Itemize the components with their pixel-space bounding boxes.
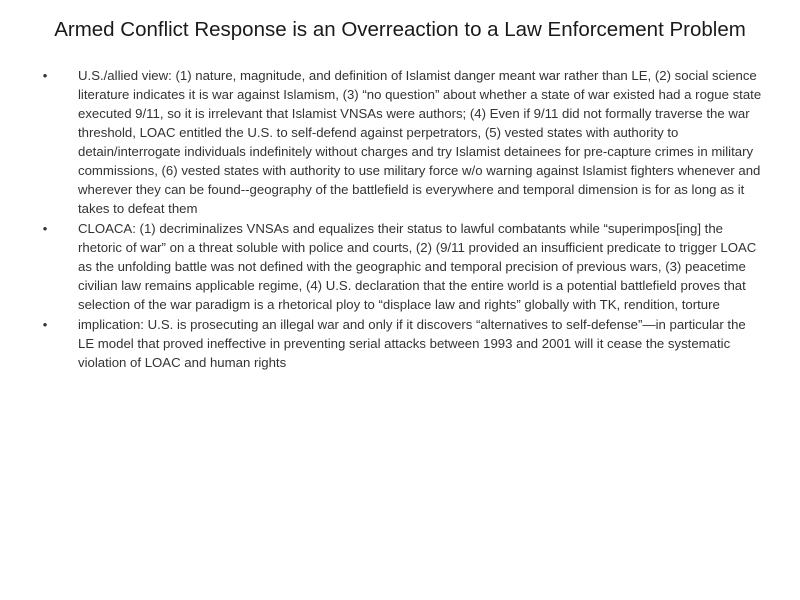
bullet-marker: •: [42, 221, 48, 236]
bullet-item-us-allied-view: [38, 66, 764, 218]
bullet-text: U.S./allied view: (1) nature, magnitude, and definition of Islamist danger meant war rather than LE, (2) social science literature indicates it is war against Islamism, (3) “no question” about whether a state of war existed had a rogue state executed 9/11, so it is irrelevant that Islamist VNSAs were authors; (4) Even if 9/11 did not formally traverse the war threshold, LOAC entitled the U.S. to self-defend against perpetrators, (5) vested states with authority to detain/interrogate individuals indefinitely without charges and try Islamist detainees for pre-capture crimes in military commissions, (6) vested states with authority to use military force w/o warning against Islamist fighters whenever and wherever they can be found--geography of the battlefield is everywhere and temporal dimension is for as long as it takes to defeat them: [78, 68, 762, 216]
bullet-item-cloaca: [38, 219, 764, 314]
bullet-text: CLOACA: (1) decriminalizes VNSAs and equalizes their status to lawful combatants while “superimpos[ing] the rhetoric of war” on a threat soluble with police and courts, (2) (9/11 provided an insufficient predicate to trigger LOAC as the unfolding battle was not defined with the geographic and temporal precision of previous wars, (3) peacetime civilian law remains applicable regime, (4) U.S. declaration that the entire world is a potential battlefield proves that selection of the war paradigm is a rhetorical ploy to “displace law and rights” globally with TK, rendition, torture: [78, 221, 757, 312]
bullet-text: implication: U.S. is prosecuting an illegal war and only if it discovers “alternatives to self-defense”—in particular the LE model that proved ineffective in preventing serial attacks between 1993 and 2001 will it cease the systematic violation of LOAC and human rights: [78, 317, 746, 370]
bullet-marker: •: [42, 68, 48, 83]
bullet-list: [38, 66, 764, 373]
bullet-item-implication: [38, 315, 764, 372]
slide-title: Armed Conflict Response is an Overreaction to a Law Enforcement Problem: [54, 18, 746, 41]
bullet-marker: •: [42, 317, 48, 332]
